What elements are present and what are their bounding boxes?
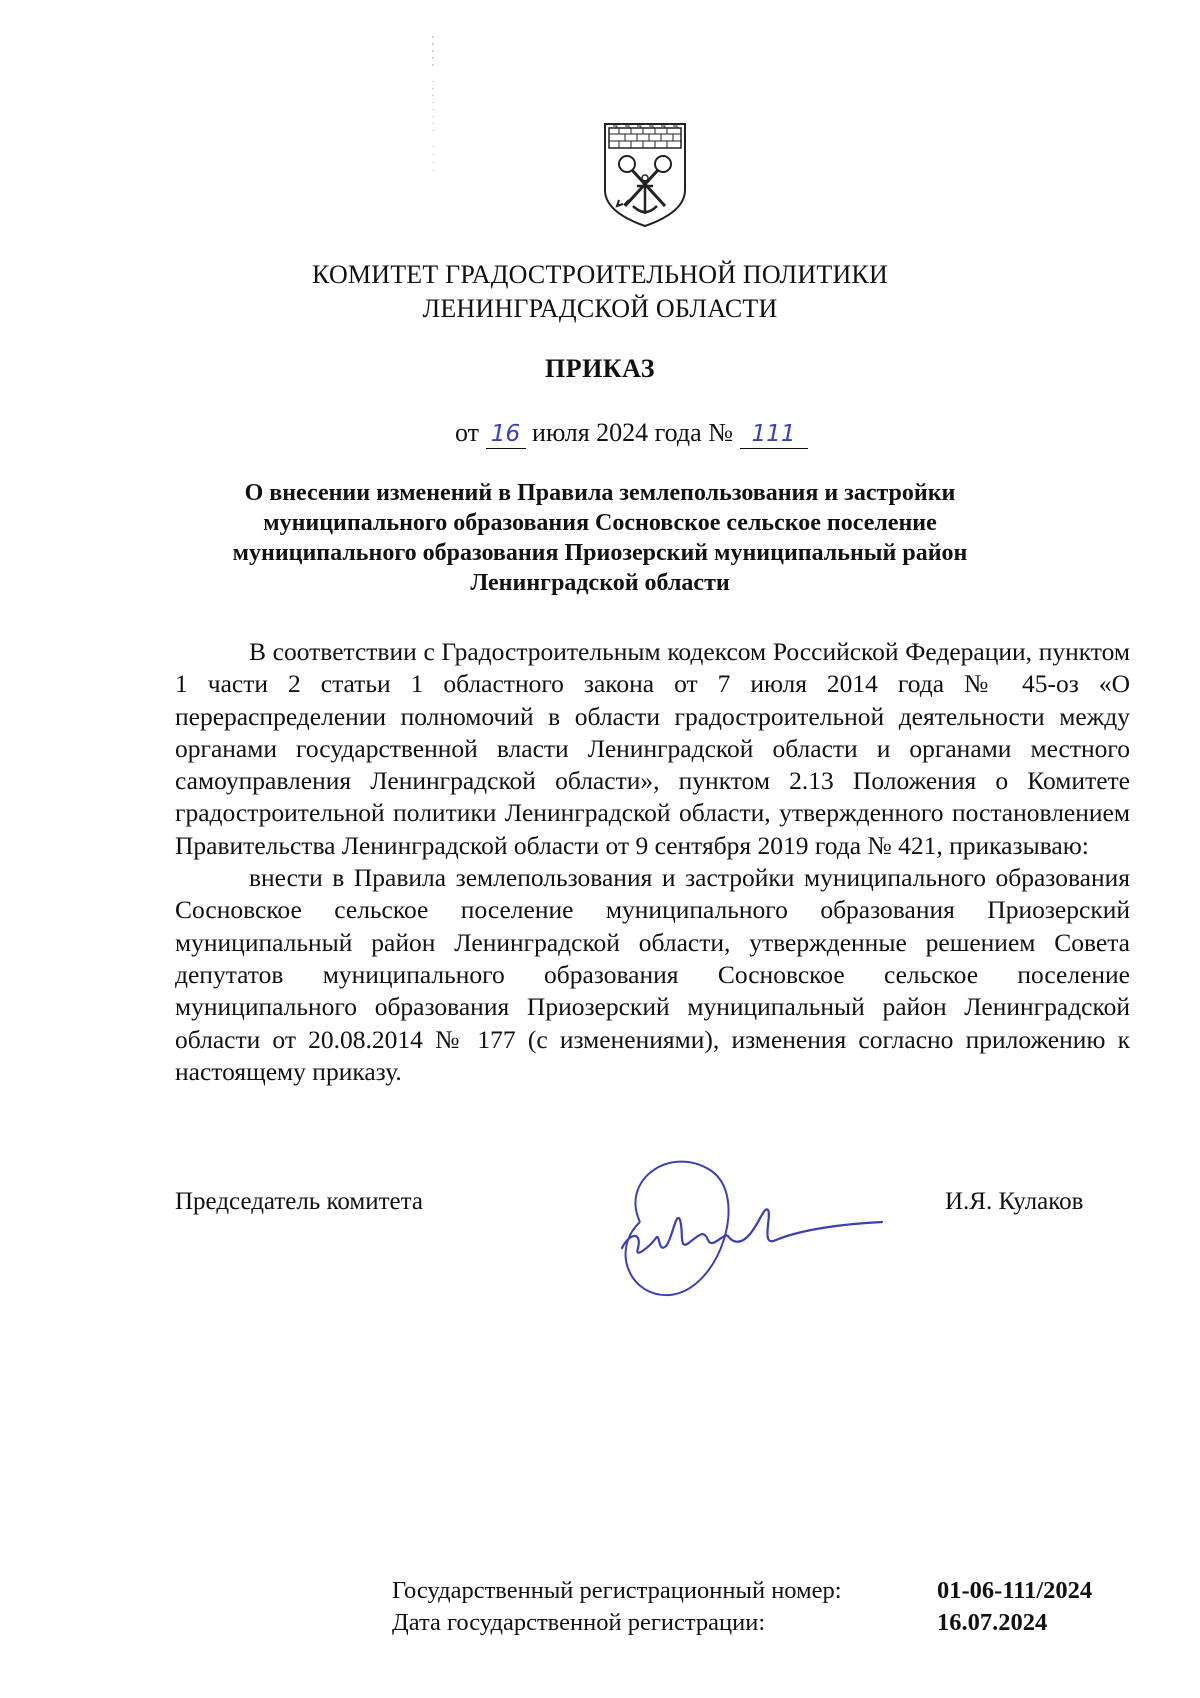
dateline-middle: июля 2024 года №: [532, 418, 733, 447]
subject-line-4: Ленинградской области: [470, 570, 730, 596]
subject-line-3: муниципального образования Приозерский муниципальный район: [232, 540, 968, 566]
handwritten-order-number: 111: [740, 420, 808, 449]
body-paragraph-1: В соответствии с Градостроительным кодексом Российской Федерации, пунктом 1 части 2 статьи 1 областного закона от 7 июля 2014 года № 45-оз «О перераспределении полномочий в области градостроительной деятельности между органами государственной власти Ленинградской области и органами местного самоуправления Ленинградской области», пунктом 2.13 Положения о Комитете градостроительной политики Ленинградской области, утвержденного постановлением Правительства Ленинградской области от 9 сентября 2019 года № 421, приказываю:: [175, 637, 1130, 860]
order-dateline: [455, 418, 808, 449]
order-subject: [200, 478, 1000, 598]
signatory-position: Председатель комитета: [175, 1188, 423, 1215]
scan-artifact-marks: [430, 36, 436, 176]
handwritten-day: 16: [486, 420, 526, 449]
registration-date-row: [392, 1607, 1092, 1639]
registration-number-label: Государственный регистрационный номер:: [392, 1577, 842, 1604]
registration-number-value: 01-06-111/2024: [937, 1577, 1093, 1604]
dateline-prefix: от: [455, 418, 480, 447]
header-line-1: КОМИТЕТ ГРАДОСТРОИТЕЛЬНОЙ ПОЛИТИКИ: [312, 260, 888, 289]
leningrad-oblast-emblem: [601, 120, 689, 228]
registration-number-row: [392, 1575, 1092, 1607]
handwritten-signature: [600, 1150, 900, 1300]
document-title: ПРИКАЗ: [544, 354, 656, 383]
order-body: [175, 636, 1130, 1088]
signatory-name: И.Я. Кулаков: [945, 1188, 1084, 1215]
committee-header: [0, 258, 1200, 326]
registration-date-value: 16.07.2024: [937, 1609, 1048, 1636]
subject-line-1: О внесении изменений в Правила землепользования и застройки: [244, 480, 956, 506]
body-paragraph-2: внести в Правила землепользования и застройки муниципального образования Сосновское сельское поселение муниципального образования Приозерский муниципальный район Ленинградской области, утвержденные решением Совета депутатов муниципального образования Сосновское сельское поселение муниципального образования Приозерский муниципальный район Ленинградской области от 20.08.2014 № 177 (с изменениями), изменения согласно приложению к настоящему приказу.: [175, 863, 1130, 1086]
subject-line-2: муниципального образования Сосновское сельское поселение: [263, 510, 937, 536]
registration-block: [392, 1575, 1092, 1639]
registration-date-label: Дата государственной регистрации:: [392, 1609, 766, 1636]
header-line-2: ЛЕНИНГРАДСКОЙ ОБЛАСТИ: [422, 294, 778, 323]
